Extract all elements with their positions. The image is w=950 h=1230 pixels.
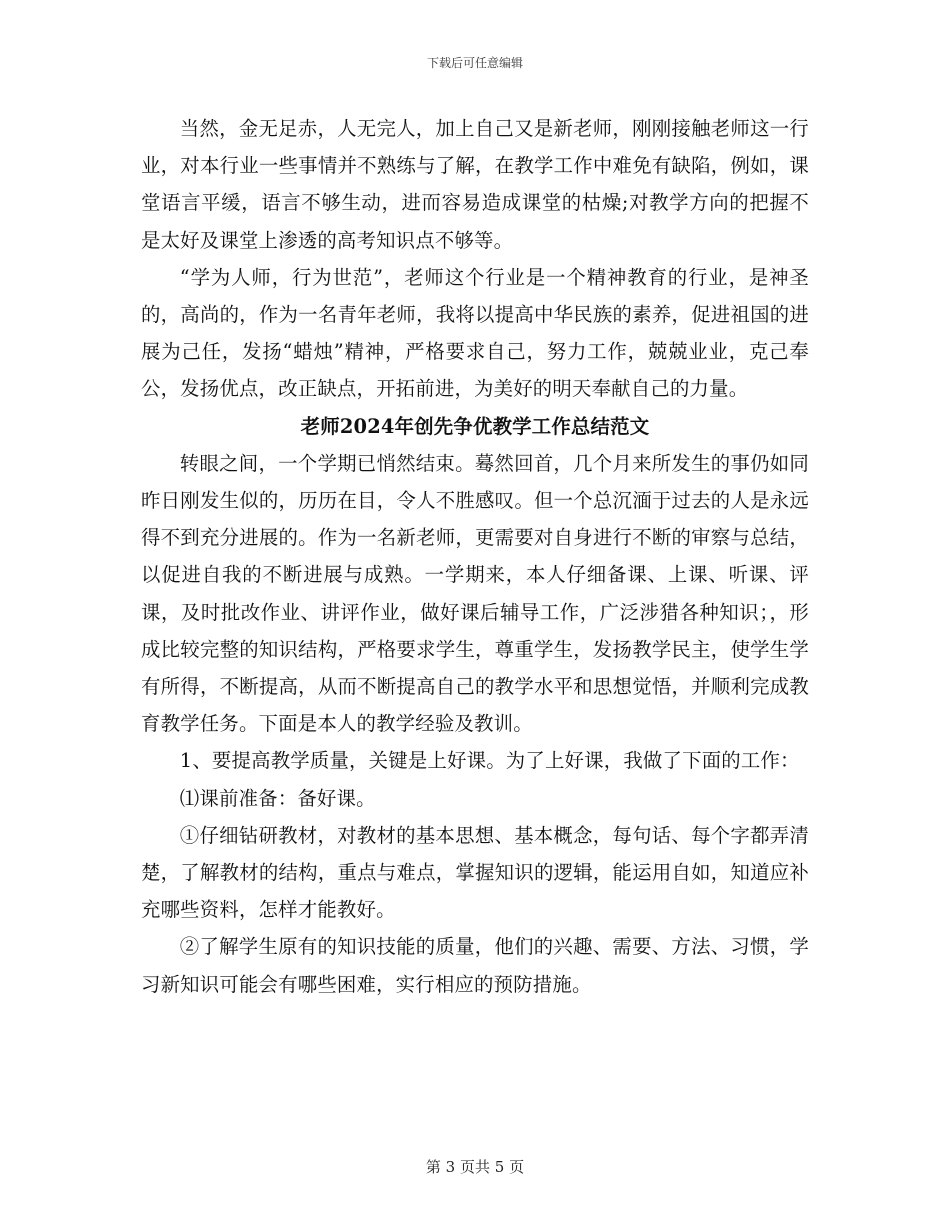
paragraph: ①仔细钻研教材，对教材的基本思想、基本概念，每句话、每个字都弄清楚，了解教材的结构，重点与难点，掌握知识的逻辑，能运用自如，知道应补充哪些资料，怎样才能教好。 xyxy=(141,823,809,922)
page-header: 下载后可任意编辑 xyxy=(426,56,523,70)
page-footer: 第 3 页共 5 页 xyxy=(425,1158,525,1176)
paragraph: 1、要提高教学质量，关键是上好课。为了上好课，我做了下面的工作： xyxy=(179,749,800,773)
paragraph: 当然，金无足赤，人无完人，加上自己又是新老师，刚刚接触老师这一行业，对本行业一些事情并不熟练与了解，在教学工作中难免有缺陷，例如，课堂语言平缓，语言不够生动，进而容易造成课堂的枯燥;对教学方向的把握不是太好及课堂上渗透的高考知识点不够等。 xyxy=(141,117,809,252)
paragraph: ②了解学生原有的知识技能的质量，他们的兴趣、需要、方法、习惯，学习新知识可能会有哪些困难，实行相应的预防措施。 xyxy=(141,935,809,996)
paragraph: ⑴课前准备：备好课。 xyxy=(179,786,376,810)
paragraph: “学为人师，行为世范”，老师这个行业是一个精神教育的行业，是神圣的，高尚的，作为一名青年老师，我将以提高中华民族的素养，促进祖国的进展为己任，发扬“蜡烛”精神，严格要求自己，努力工作，兢兢业业，克己奉公，发扬优点，改正缺点，开拓前进，为美好的明天奉献自己的力量。 xyxy=(141,265,809,401)
section-title: 老师2024年创先争优教学工作总结范文 xyxy=(300,414,650,438)
document-body xyxy=(141,110,809,1003)
paragraph: 转眼之间，一个学期已悄然结束。蓦然回首，几个月来所发生的事仍如同昨日刚发生似的，历历在目，令人不胜感叹。但一个总沉湎于过去的人是永远得不到充分进展的。作为一名新老师，更需要对自身进行不断的审察与总结，以促进自我的不断进展与成熟。一学期来，本人仔细备课、上课、听课、评课，及时批改作业、讲评作业，做好课后辅导工作，广泛涉猎各种知识；，形成比较完整的知识结构，严格要求学生，尊重学生，发扬教学民主，使学生学有所得，不断提高，从而不断提高自己的教学水平和思想觉悟，并顺利完成教育教学任务。下面是本人的教学经验及教训。 xyxy=(141,451,809,736)
